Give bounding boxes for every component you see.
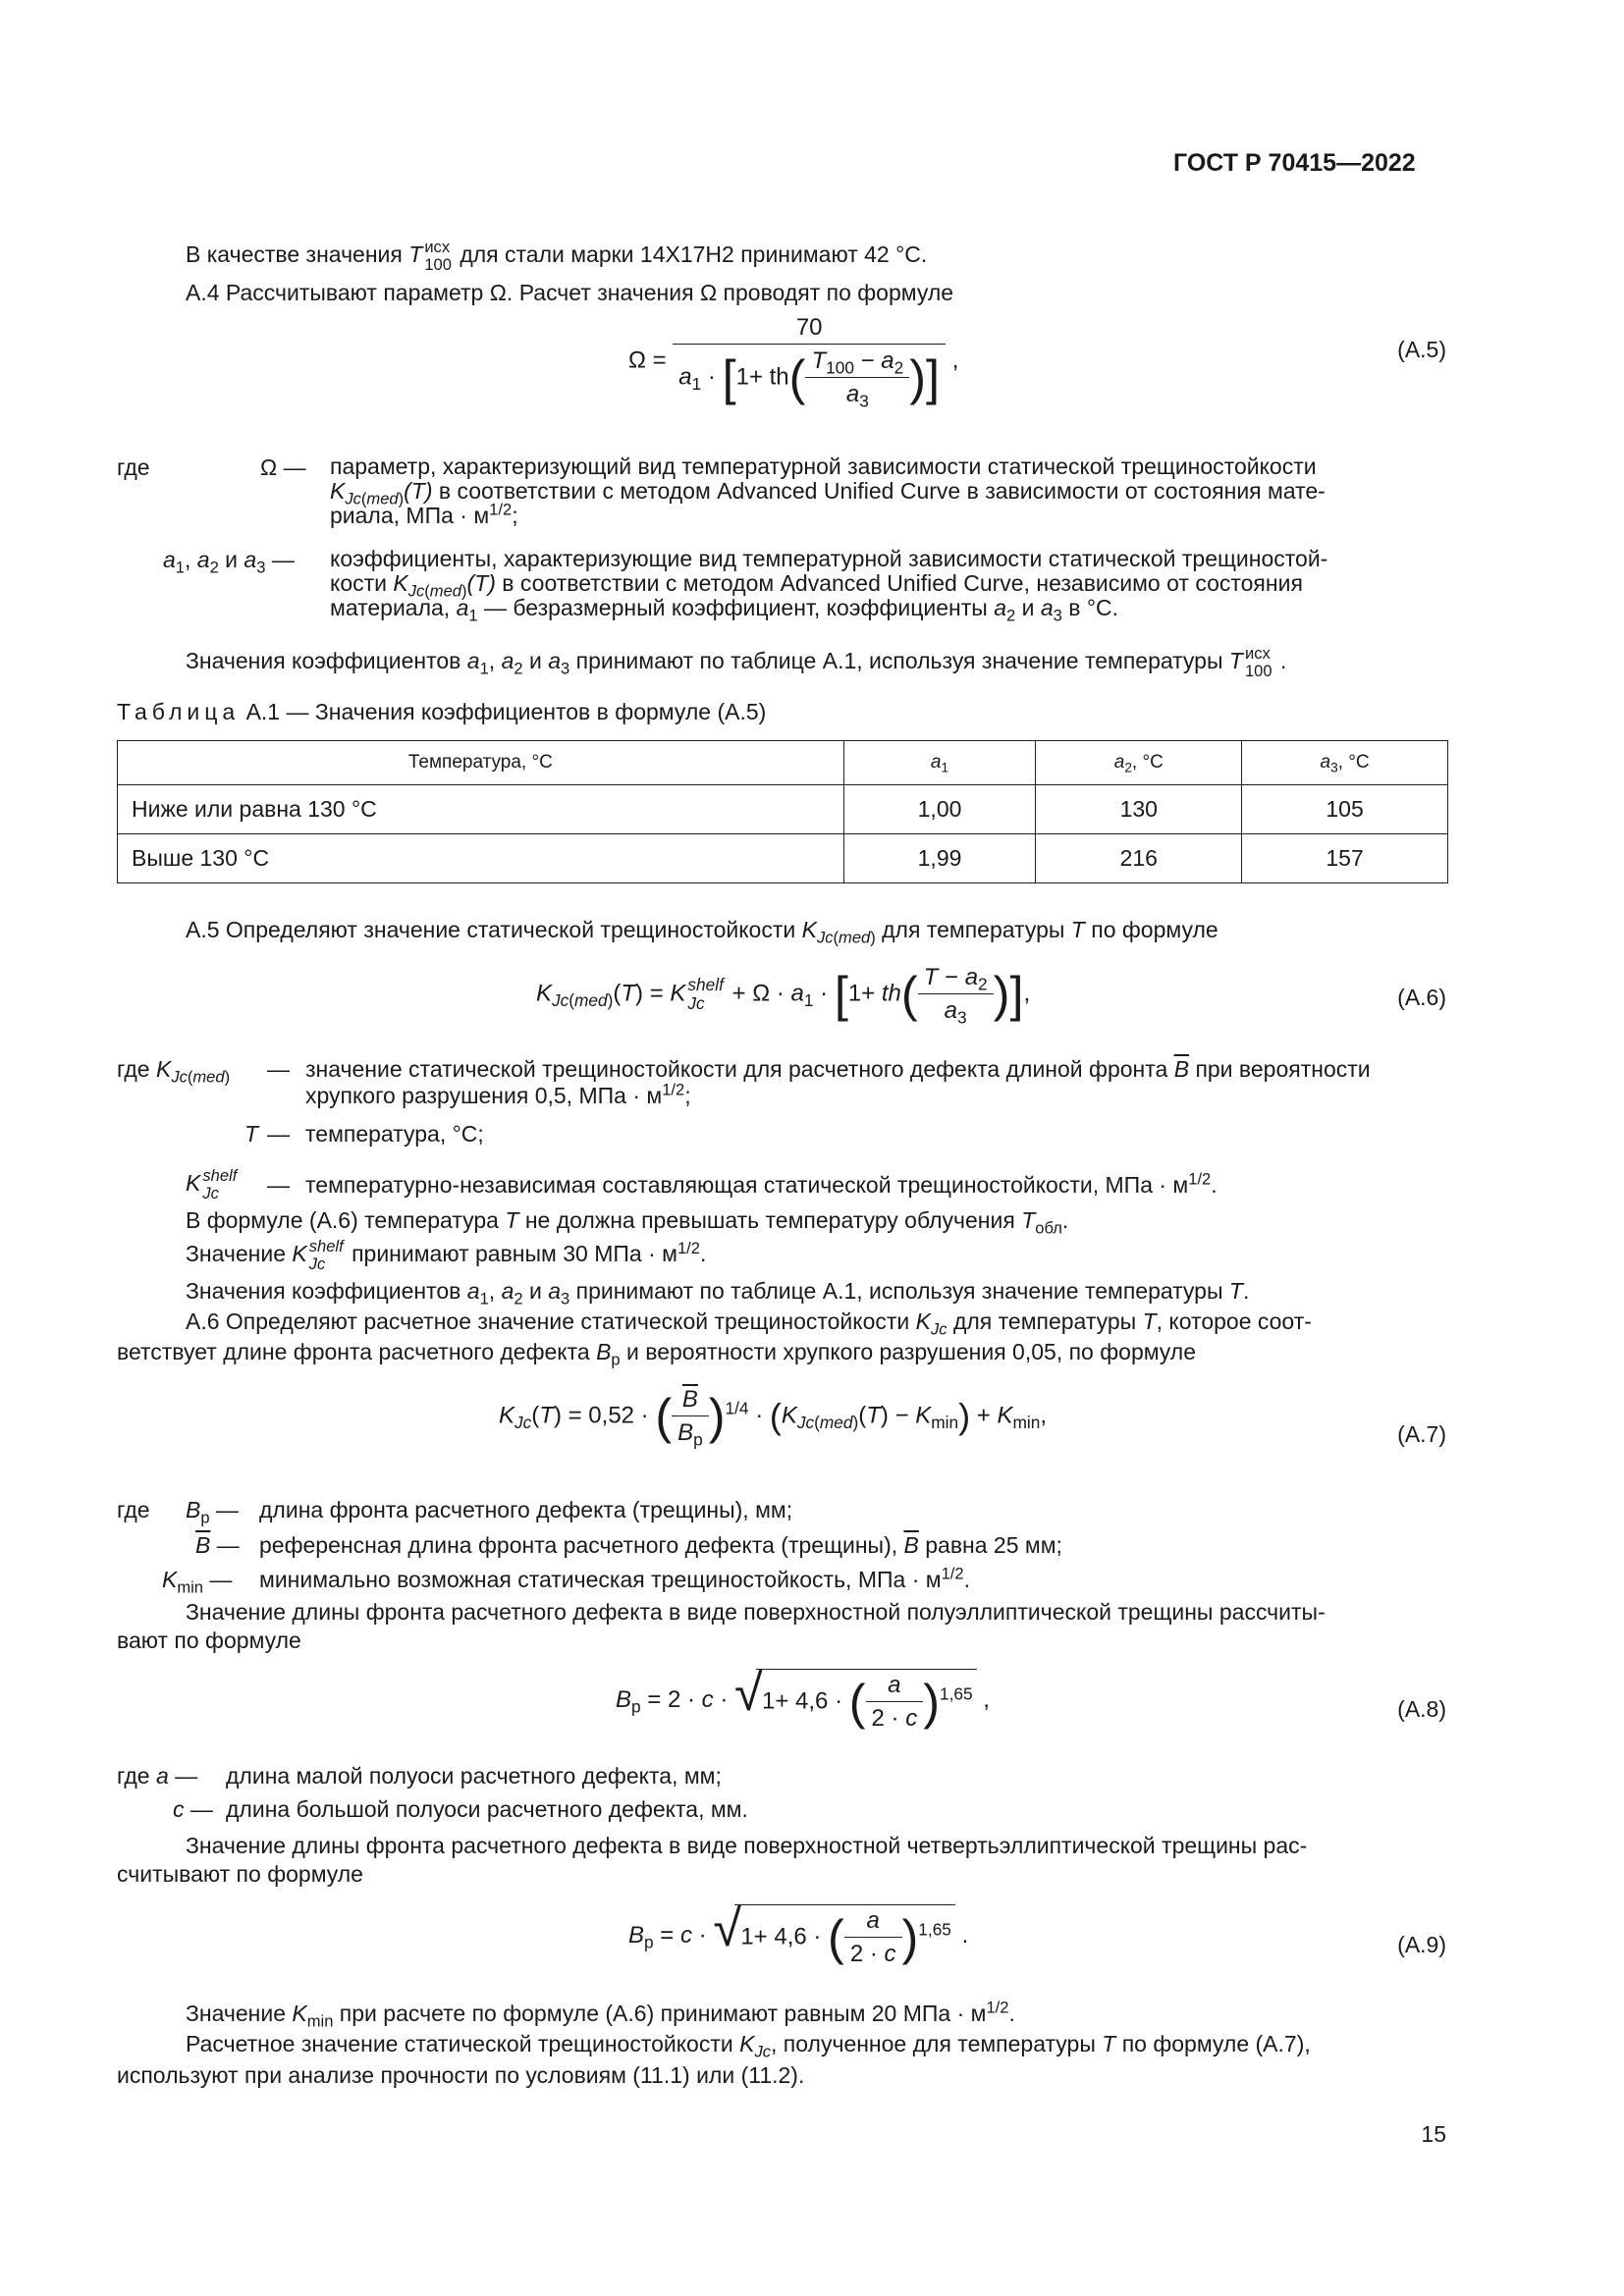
kmin-symbol: $K_{min}$ — <box>162 1567 233 1597</box>
paragraph-final-line1: Расчетное значение статической трещиностойкости $K_{Jc}$, полученное для температуры T по формуле (А.7), <box>186 2031 1311 2061</box>
formula-a6-label: (А.6) <box>1397 985 1446 1010</box>
kjcmed-description: значение статической трещиностойкости для расчетного дефекта длиной фронта $\overline{B}$ при вероятности хрупкого разрушения 0,5, МПа · $м^{1/2}$; <box>305 1056 1371 1108</box>
formula-a5-label: (А.5) <box>1397 337 1446 362</box>
page-number: 15 <box>1421 2121 1446 2147</box>
c-symbol: c — <box>173 1796 213 1822</box>
omega-symbol: Ω — <box>260 454 306 480</box>
a-small-description: длина малой полуоси расчетного дефекта, мм; <box>226 1763 722 1789</box>
table-header-cell: $a_1$ <box>843 741 1036 785</box>
bp-symbol: $B_р$ — <box>186 1497 239 1527</box>
coefficients-symbol: $a_1$, $a_2$ и $a_3$ — <box>163 547 295 577</box>
paragraph-semi-elliptic: Значение длины фронта расчетного дефекта в виде поверхностной полуэллиптической трещины рассчиты- вают по формуле <box>117 1599 1326 1653</box>
formula-a8-label: (А.8) <box>1397 1696 1446 1722</box>
t-description: температура, °С; <box>305 1121 484 1147</box>
table-cell: Ниже или равна 130 °С <box>118 785 844 834</box>
table-cell: 1,99 <box>843 834 1036 883</box>
table-header-row <box>118 741 1448 785</box>
table-row <box>118 834 1448 883</box>
kmin-description: минимально возможная статическая трещиностойкость, МПа · $м^{1/2}$. <box>259 1564 970 1592</box>
table-caption: Таблица А.1 — Значения коэффициентов в формуле (А.5) <box>117 699 767 724</box>
formula-a8: $B_р = 2 \cdot c$ · √ 1+ 4,6 · ( $\frac{a}{2 \cdot c}$ )$^{1,65}$ , <box>616 1669 990 1733</box>
table-header-cell: $a_3$, °С <box>1242 741 1448 785</box>
paragraph-a4: А.4 Рассчитывают параметр Ω. Расчет значения Ω проводят по формуле <box>186 280 954 305</box>
table-cell: 130 <box>1036 785 1242 834</box>
formula-a5: Ω = 70 $a_1 \cdot [1+ th$( $\frac{T_{100} - a_2}{a_3}$ )] , <box>628 314 959 411</box>
formula-a7-label: (А.7) <box>1397 1421 1446 1447</box>
table-cell: Выше 130 °С <box>118 834 844 883</box>
paragraph-a6-line1: А.6 Определяют расчетное значение статической трещиностойкости $K_{Jc}$ для температуры T, которое соот- <box>186 1308 1312 1339</box>
table-row <box>118 785 1448 834</box>
table-cell: 157 <box>1242 834 1448 883</box>
paragraph-final-line2: используют при анализе прочности по условиям (11.1) или (11.2). <box>117 2062 805 2088</box>
formula-a9: $B_р = c$ · √ 1+ 4,6 · ( $\frac{a}{2 \cdot c}$ )$^{1,65}$ . <box>628 1904 968 1968</box>
paragraph-coefficients: Значения коэффициентов $a_1$, $a_2$ и $a_3$ принимают по таблице А.1, используя значение температуры T исх 100 . <box>186 644 1287 680</box>
dash: — <box>267 1172 290 1198</box>
paragraph-a6-line2: ветствует длине фронта расчетного дефекта $B_р$ и вероятности хрупкого разрушения 0,05, по формуле <box>117 1339 1197 1369</box>
bbar-description: референсная длина фронта расчетного дефекта (трещины), $\overline{B}$ равна 25 мм; <box>259 1532 1062 1558</box>
where-label: где $K_{Jc(med)}$ <box>117 1056 231 1087</box>
t-symbol: T <box>244 1121 259 1147</box>
formula-a9-label: (А.9) <box>1397 1932 1446 1957</box>
table-cell: 105 <box>1242 785 1448 834</box>
paragraph-t100: В качестве значения T исх 100 для стали марки 14Х17Н2 принимают 42 °С. <box>186 238 928 274</box>
bbar-symbol: $\overline{B}$ — <box>195 1532 240 1558</box>
coefficients-table <box>117 740 1448 883</box>
where-label: где <box>117 1497 150 1522</box>
table-header-cell: Температура, °С <box>118 741 844 785</box>
where-label: где a — <box>117 1763 198 1789</box>
table-header-cell: $a_2$, °С <box>1036 741 1242 785</box>
paragraph-kmin-value: Значение $K_{min}$ при расчете по формуле (А.6) принимают равным 20 МПа · $м^{1/2}$. <box>186 1998 1015 2031</box>
paragraph-shelf-value: Значение K shelf Jc принимают равным 30 МПа · $м^{1/2}$. <box>186 1237 707 1273</box>
paragraph-quarter-elliptic: Значение длины фронта расчетного дефекта в виде поверхностной четвертьэллиптической трещины рас- считывают по формуле <box>117 1833 1308 1887</box>
formula-a7: $K_{Jc}(T) = 0,52$ · ( $\frac{\overline{B}}{B_р}$ )$^{1/4} \cdot (K_{Jc(med)}(T) - K_{min}) + K_{min}$, <box>499 1386 1047 1450</box>
document-id: ГОСТ Р 70415—2022 <box>1173 149 1416 177</box>
dash: — <box>267 1121 290 1147</box>
shelf-symbol: K shelf Jc <box>186 1166 238 1202</box>
dash: — <box>267 1056 290 1082</box>
shelf-description: температурно-независимая составляющая статической трещиностойкости, МПа · $м^{1/2}$. <box>305 1169 1218 1198</box>
table-cell: 216 <box>1036 834 1242 883</box>
table-cell: 1,00 <box>843 785 1036 834</box>
paragraph-tobl: В формуле (А.6) температура T не должна превышать температуру облучения $T_{обл}$. <box>186 1207 1069 1238</box>
paragraph-a5: А.5 Определяют значение статической трещиностойкости $K_{Jc(med)}$ для температуры T по формуле <box>186 917 1218 947</box>
paragraph-coefficients-2: Значения коэффициентов $a_1$, $a_2$ и $a_3$ принимают по таблице А.1, используя значение температуры T. <box>186 1278 1250 1308</box>
c-description: длина большой полуоси расчетного дефекта, мм. <box>226 1796 748 1822</box>
formula-a6: $K_{Jc(med)}(T) = K$ shelf Jc + $\Omega \cdot a_1 \cdot [1+ th$( $\frac{T - a_2}{a_3}$ )], <box>536 964 1031 1028</box>
coefficients-description: коэффициенты, характеризующие вид температурной зависимости статической трещиностой- кости $K_{Jc(med)}(T)$ в соответствии с методом Advanced Unified Curve, независимо от состояния материала, $a_1$ — безразмерный коэффициент, коэффициенты $a_2$ и $a_3$ в °С. <box>330 546 1328 625</box>
omega-description: параметр, характеризующий вид температурной зависимости статической трещиностойкости $K_{Jc(med)}(T)$ в соответствии с методом Advanced Unified Curve в зависимости от состояния мате- риала, МПа · $м^{1/2}$; <box>330 454 1326 528</box>
where-label: где <box>117 454 150 480</box>
bp-description: длина фронта расчетного дефекта (трещины), мм; <box>259 1497 793 1522</box>
